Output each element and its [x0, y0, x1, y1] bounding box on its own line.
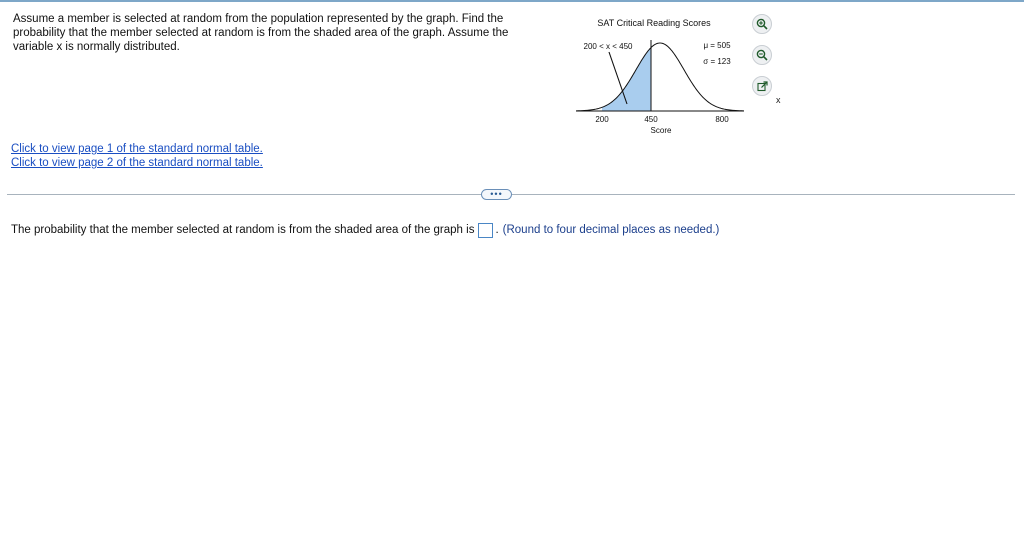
question-text: Assume a member is selected at random from the population represented by the graph. Find the probability that the member selected at random is from the shaded area of the graph. Assume the variable x is normally distributed.: [13, 13, 509, 53]
popout-button[interactable]: [752, 76, 772, 96]
answer-suffix: .: [495, 224, 499, 236]
interval-label: 200 < x < 450: [583, 42, 633, 51]
sigma-label: σ = 123: [703, 57, 731, 66]
answer-row: [11, 222, 719, 238]
graph-title: SAT Critical Reading Scores: [597, 18, 711, 28]
zoom-in-icon: [756, 18, 768, 30]
tick-label-450: 450: [644, 115, 658, 124]
zoom-in-button[interactable]: [752, 14, 772, 34]
zoom-out-icon: [756, 49, 768, 61]
answer-prompt: The probability that the member selected at random is from the shaded area of the graph is: [11, 224, 475, 236]
expand-ellipsis-button[interactable]: •••: [481, 189, 512, 200]
normal-table-page1-link[interactable]: Click to view page 1 of the standard normal table.: [11, 143, 263, 155]
answer-input[interactable]: [478, 223, 493, 238]
close-graph-button[interactable]: x: [776, 95, 781, 105]
rounding-hint: (Round to four decimal places as needed.): [502, 224, 720, 236]
mu-label: μ = 505: [703, 41, 731, 50]
graph-tools: [752, 14, 778, 107]
popout-icon: [757, 81, 768, 92]
x-axis-label: Score: [650, 126, 672, 135]
normal-table-page2-link[interactable]: Click to view page 2 of the standard normal table.: [11, 157, 263, 169]
zoom-out-button[interactable]: [752, 45, 772, 65]
normal-curve-graph: [572, 10, 744, 140]
tick-label-800: 800: [715, 115, 729, 124]
tick-label-200: 200: [595, 115, 609, 124]
top-rule: [0, 0, 1024, 2]
normal-table-links: [11, 142, 263, 170]
normal-curve: [576, 43, 744, 111]
